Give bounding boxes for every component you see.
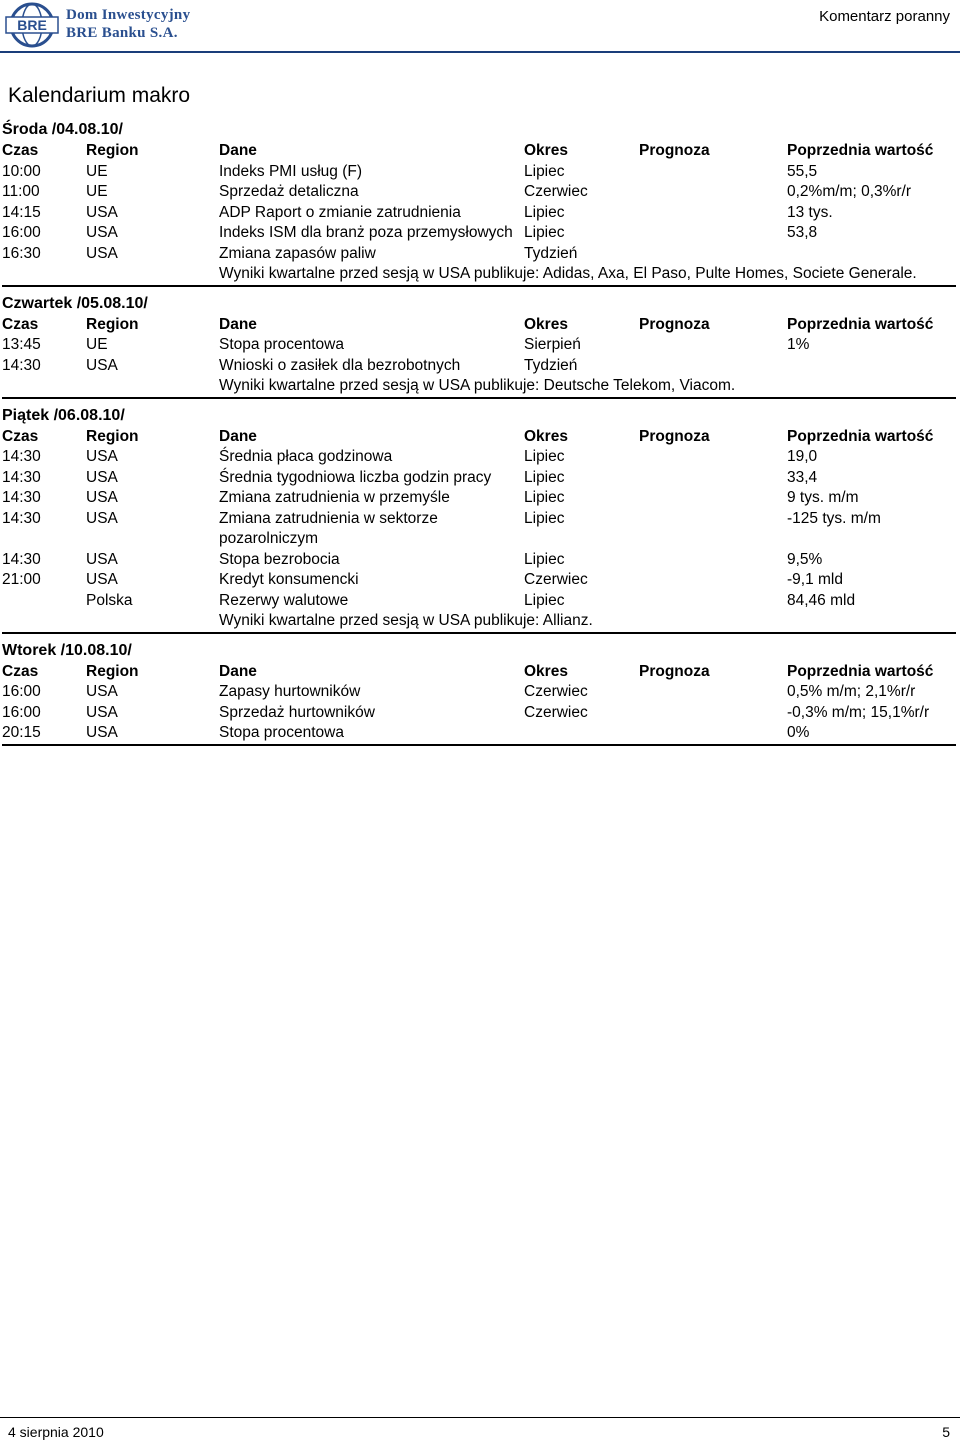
column-header-forecast: Prognoza bbox=[639, 315, 710, 333]
forecast-cell bbox=[639, 182, 787, 203]
column-header-forecast: Prognoza bbox=[639, 427, 710, 445]
table-row bbox=[2, 488, 956, 509]
macro-calendar bbox=[2, 116, 956, 749]
time-cell: 14:30 bbox=[2, 448, 41, 465]
day-block bbox=[2, 290, 956, 399]
region-cell: USA bbox=[86, 448, 118, 465]
previous-value-cell: -9,1 mld bbox=[787, 571, 843, 588]
table-row bbox=[2, 203, 956, 224]
period-cell: Lipiec bbox=[524, 468, 565, 486]
data-cell: Indeks PMI usług (F) bbox=[219, 162, 362, 180]
region-cell: UE bbox=[86, 336, 108, 353]
previous-value-cell: 0% bbox=[787, 724, 810, 741]
time-cell: 14:15 bbox=[2, 203, 41, 221]
period-cell: Czerwiec bbox=[524, 571, 588, 588]
brand-line-1: Dom Inwestycyjny bbox=[66, 7, 191, 23]
data-cell: Średnia tygodniowa liczba godzin pracy bbox=[219, 468, 492, 486]
time-cell: 21:00 bbox=[2, 571, 41, 588]
logo-text: BRE bbox=[17, 17, 47, 33]
region-cell: UE bbox=[86, 183, 108, 200]
previous-value-cell: 19,0 bbox=[787, 448, 818, 465]
previous-value-cell: 84,46 mld bbox=[787, 591, 856, 609]
table-header-row bbox=[2, 662, 956, 683]
table-row bbox=[2, 468, 956, 489]
period-cell: Czerwiec bbox=[524, 683, 588, 700]
previous-value-cell: 53,8 bbox=[787, 224, 818, 241]
column-header-time: Czas bbox=[2, 142, 39, 159]
period-cell: Tydzień bbox=[524, 356, 578, 374]
data-cell: Zmiana zatrudnienia w przemyśle bbox=[219, 489, 450, 506]
column-header-period: Okres bbox=[524, 662, 568, 680]
period-cell: Sierpień bbox=[524, 336, 581, 353]
earnings-row bbox=[2, 611, 956, 632]
forecast-cell bbox=[639, 723, 787, 744]
column-header-forecast: Prognoza bbox=[639, 662, 710, 680]
table-header-row bbox=[2, 141, 956, 162]
forecast-cell bbox=[639, 682, 787, 703]
region-cell: USA bbox=[86, 571, 118, 588]
data-cell: ADP Raport o zmianie zatrudnienia bbox=[219, 203, 461, 221]
column-header-time: Czas bbox=[2, 427, 39, 445]
table-row bbox=[2, 182, 956, 203]
day-title: Środa /04.08.10/ bbox=[2, 121, 123, 138]
region-cell: Polska bbox=[86, 591, 133, 609]
earnings-row bbox=[2, 376, 956, 397]
period-cell: Tydzień bbox=[524, 244, 578, 262]
column-header-previous-value: Poprzednia wartość bbox=[787, 427, 934, 445]
data-cell: Zmiana zapasów paliw bbox=[219, 244, 376, 262]
data-cell: Sprzedaż hurtowników bbox=[219, 703, 375, 721]
time-cell: 14:30 bbox=[2, 509, 41, 527]
column-header-period: Okres bbox=[524, 315, 568, 333]
header-divider bbox=[0, 51, 960, 53]
forecast-cell bbox=[639, 591, 787, 612]
day-title: Czwartek /05.08.10/ bbox=[2, 294, 148, 312]
data-cell: Rezerwy walutowe bbox=[219, 591, 349, 609]
forecast-cell bbox=[639, 550, 787, 571]
data-cell: Zmiana zatrudnienia w sektorze pozarolniczym bbox=[219, 509, 438, 547]
previous-value-cell bbox=[787, 356, 956, 377]
calendar-table bbox=[2, 662, 956, 744]
previous-value-cell: 33,4 bbox=[787, 468, 818, 486]
data-cell: Kredyt konsumencki bbox=[219, 571, 359, 588]
region-cell: USA bbox=[86, 550, 118, 568]
data-cell: Stopa procentowa bbox=[219, 336, 344, 353]
calendar-table bbox=[2, 141, 956, 285]
period-cell: Lipiec bbox=[524, 591, 565, 609]
previous-value-cell: -0,3% m/m; 15,1%r/r bbox=[787, 703, 930, 721]
period-cell: Lipiec bbox=[524, 224, 565, 241]
table-row bbox=[2, 703, 956, 724]
column-header-data: Dane bbox=[219, 315, 257, 333]
period-cell bbox=[524, 723, 639, 744]
table-row bbox=[2, 335, 956, 356]
column-header-time: Czas bbox=[2, 662, 39, 680]
data-cell: Stopa procentowa bbox=[219, 724, 344, 741]
previous-value-cell: 55,5 bbox=[787, 162, 818, 180]
forecast-cell bbox=[639, 703, 787, 724]
forecast-cell bbox=[639, 488, 787, 509]
earnings-spacer bbox=[2, 611, 219, 632]
table-row bbox=[2, 509, 956, 550]
column-header-previous-value: Poprzednia wartość bbox=[787, 142, 934, 159]
day-block bbox=[2, 402, 956, 634]
time-cell: 14:30 bbox=[2, 468, 41, 486]
table-row bbox=[2, 244, 956, 265]
column-header-data: Dane bbox=[219, 427, 257, 445]
table-row bbox=[2, 682, 956, 703]
region-cell: USA bbox=[86, 224, 118, 241]
day-title: Wtorek /10.08.10/ bbox=[2, 641, 132, 659]
data-cell: Stopa bezrobocia bbox=[219, 550, 340, 568]
earnings-spacer bbox=[2, 376, 219, 397]
column-header-region: Region bbox=[86, 142, 139, 159]
brand-name bbox=[66, 6, 190, 42]
table-row bbox=[2, 223, 956, 244]
forecast-cell bbox=[639, 162, 787, 183]
earnings-spacer bbox=[2, 264, 219, 285]
forecast-cell bbox=[639, 356, 787, 377]
time-cell: 16:00 bbox=[2, 224, 41, 241]
bre-logo-icon bbox=[2, 2, 62, 48]
earnings-row bbox=[2, 264, 956, 285]
column-header-region: Region bbox=[86, 315, 139, 333]
section-title: Kalendarium makro bbox=[8, 84, 191, 107]
forecast-cell bbox=[639, 468, 787, 489]
table-row bbox=[2, 356, 956, 377]
forecast-cell bbox=[639, 335, 787, 356]
previous-value-cell bbox=[787, 244, 956, 265]
forecast-cell bbox=[639, 203, 787, 224]
time-cell bbox=[2, 591, 86, 612]
time-cell: 14:30 bbox=[2, 550, 41, 568]
data-cell: Wnioski o zasiłek dla bezrobotnych bbox=[219, 356, 461, 374]
period-cell: Lipiec bbox=[524, 448, 565, 465]
earnings-note: Wyniki kwartalne przed sesją w USA publikuje: Deutsche Telekom, Viacom. bbox=[219, 377, 736, 394]
region-cell: USA bbox=[86, 703, 118, 721]
region-cell: USA bbox=[86, 356, 118, 374]
region-cell: USA bbox=[86, 724, 118, 741]
region-cell: USA bbox=[86, 203, 118, 221]
time-cell: 11:00 bbox=[2, 183, 40, 200]
day-block bbox=[2, 116, 956, 287]
data-cell: Sprzedaż detaliczna bbox=[219, 183, 359, 200]
forecast-cell bbox=[639, 223, 787, 244]
day-title: Piątek /06.08.10/ bbox=[2, 406, 125, 424]
brand-line-2: BRE Banku S.A. bbox=[66, 25, 178, 41]
column-header-previous-value: Poprzednia wartość bbox=[787, 662, 934, 680]
table-row bbox=[2, 591, 956, 612]
table-header-row bbox=[2, 427, 956, 448]
previous-value-cell: 9,5% bbox=[787, 550, 823, 568]
forecast-cell bbox=[639, 570, 787, 591]
region-cell: USA bbox=[86, 244, 118, 262]
region-cell: USA bbox=[86, 489, 118, 506]
page-number: 5 bbox=[942, 1424, 950, 1440]
column-header-data: Dane bbox=[219, 662, 257, 680]
previous-value-cell: -125 tys. m/m bbox=[787, 509, 881, 527]
previous-value-cell: 9 tys. m/m bbox=[787, 489, 859, 506]
column-header-region: Region bbox=[86, 662, 139, 680]
period-cell: Lipiec bbox=[524, 509, 565, 527]
data-cell: Zapasy hurtowników bbox=[219, 683, 361, 700]
column-header-region: Region bbox=[86, 427, 139, 445]
footer-divider bbox=[0, 1417, 960, 1418]
time-cell: 13:45 bbox=[2, 336, 41, 353]
table-header-row bbox=[2, 315, 956, 336]
table-row bbox=[2, 447, 956, 468]
column-header-period: Okres bbox=[524, 427, 568, 445]
period-cell: Lipiec bbox=[524, 550, 565, 568]
earnings-note: Wyniki kwartalne przed sesją w USA publikuje: Allianz. bbox=[219, 612, 593, 629]
region-cell: UE bbox=[86, 162, 108, 180]
table-row bbox=[2, 550, 956, 571]
data-cell: Indeks ISM dla branż poza przemysłowych bbox=[219, 224, 513, 241]
calendar-table bbox=[2, 427, 956, 632]
time-cell: 10:00 bbox=[2, 162, 41, 180]
column-header-previous-value: Poprzednia wartość bbox=[787, 315, 934, 333]
previous-value-cell: 1% bbox=[787, 336, 810, 353]
time-cell: 16:00 bbox=[2, 683, 41, 700]
region-cell: USA bbox=[86, 683, 118, 700]
time-cell: 14:30 bbox=[2, 356, 41, 374]
region-cell: USA bbox=[86, 509, 118, 527]
previous-value-cell: 0,2%m/m; 0,3%r/r bbox=[787, 183, 912, 200]
forecast-cell bbox=[639, 509, 787, 550]
page-header bbox=[0, 0, 960, 52]
earnings-note: Wyniki kwartalne przed sesją w USA publikuje: Adidas, Axa, El Paso, Pulte Homes, Societe Generale. bbox=[219, 265, 917, 282]
column-header-forecast: Prognoza bbox=[639, 142, 710, 159]
region-cell: USA bbox=[86, 468, 118, 486]
previous-value-cell: 13 tys. bbox=[787, 203, 833, 221]
column-header-time: Czas bbox=[2, 315, 39, 333]
forecast-cell bbox=[639, 447, 787, 468]
period-cell: Lipiec bbox=[524, 162, 565, 180]
period-cell: Czerwiec bbox=[524, 703, 588, 721]
time-cell: 20:15 bbox=[2, 724, 41, 741]
table-row bbox=[2, 570, 956, 591]
document-type: Komentarz poranny bbox=[819, 8, 950, 25]
table-row bbox=[2, 162, 956, 183]
period-cell: Czerwiec bbox=[524, 183, 588, 200]
table-row bbox=[2, 723, 956, 744]
footer-date: 4 sierpnia 2010 bbox=[8, 1424, 104, 1440]
period-cell: Lipiec bbox=[524, 203, 565, 221]
column-header-data: Dane bbox=[219, 142, 257, 159]
time-cell: 16:30 bbox=[2, 244, 41, 262]
forecast-cell bbox=[639, 244, 787, 265]
time-cell: 14:30 bbox=[2, 489, 41, 506]
column-header-period: Okres bbox=[524, 142, 568, 159]
calendar-table bbox=[2, 315, 956, 397]
period-cell: Lipiec bbox=[524, 489, 565, 506]
data-cell: Średnia płaca godzinowa bbox=[219, 448, 393, 465]
day-block bbox=[2, 637, 956, 746]
previous-value-cell: 0,5% m/m; 2,1%r/r bbox=[787, 683, 916, 700]
time-cell: 16:00 bbox=[2, 703, 41, 721]
